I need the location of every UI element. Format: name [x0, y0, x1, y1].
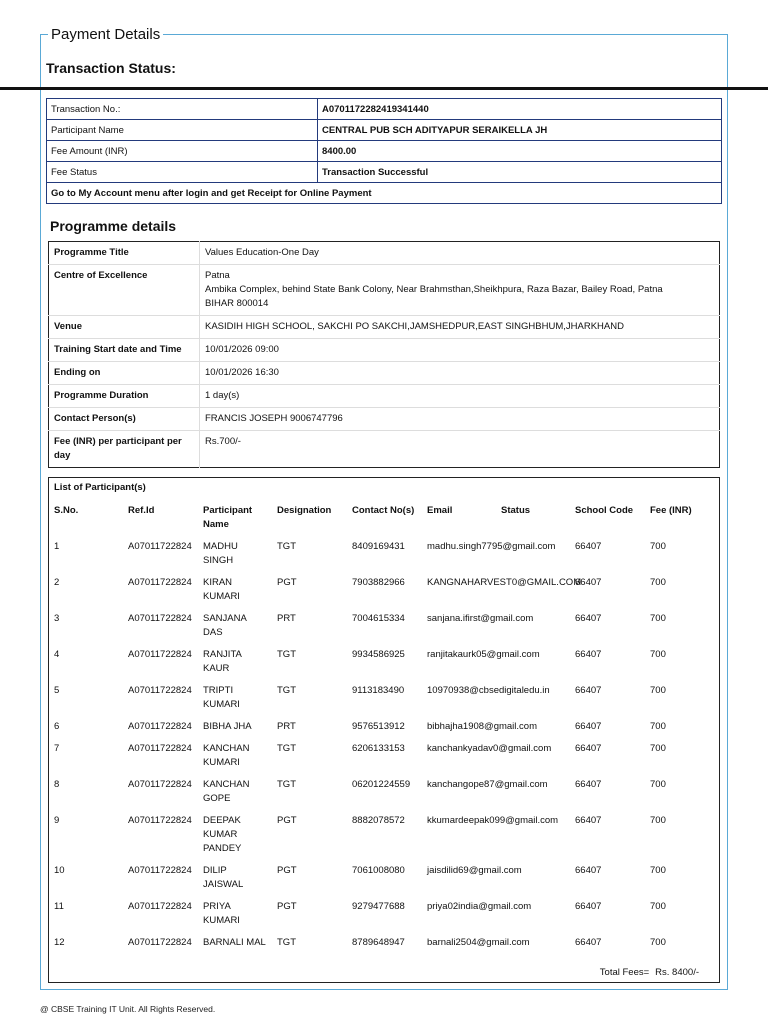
participant-designation: TGT [277, 937, 296, 948]
participants-table [49, 500, 719, 968]
centre-city: Patna [205, 270, 230, 281]
col-school: School Code [575, 505, 634, 516]
participant-sno: 2 [54, 577, 60, 588]
transaction-table [46, 98, 722, 204]
participants-header-row [49, 500, 719, 536]
start-value: 10/01/2026 09:00 [200, 339, 720, 362]
participant-fee: 700 [650, 815, 666, 826]
participant-school-code: 66407 [575, 541, 602, 552]
participant-row [49, 608, 719, 644]
participant-row [49, 860, 719, 896]
participant-contact: 7004615334 [352, 613, 405, 624]
duration-value: 1 day(s) [200, 385, 720, 408]
participant-ref-id: A07011722824 [128, 865, 192, 876]
participant-email: madhu.singh7795@gmail.com [427, 541, 556, 552]
participant-school-code: 66407 [575, 649, 602, 660]
participant-email: KANGNAHARVEST0@GMAIL.COM [427, 577, 582, 588]
end-label: Ending on [49, 362, 200, 385]
programme-row [49, 385, 720, 408]
participant-name: TRIPTI KUMARI [203, 685, 240, 710]
participant-email: kkumardeepak099@gmail.com [427, 815, 559, 826]
col-email: Email [427, 505, 453, 516]
participant-contact: 8789648947 [352, 937, 405, 948]
participant-sno: 9 [54, 815, 60, 826]
transaction-no-label: Transaction No.: [47, 99, 318, 120]
participant-sno: 12 [54, 937, 65, 948]
participant-email: ranjitakaurk05@gmail.com [427, 649, 540, 660]
participant-contact: 9113183490 [352, 685, 405, 696]
participant-name-value: CENTRAL PUB SCH ADITYAPUR SERAIKELLA JH [318, 120, 722, 141]
col-contact: Contact No(s) [352, 505, 415, 516]
start-label: Training Start date and Time [49, 339, 200, 362]
participant-contact: 9279477688 [352, 901, 405, 912]
programme-row [49, 339, 720, 362]
participant-name: BIBHA JHA [203, 721, 252, 732]
transaction-no-value: A0701172282419341440 [318, 99, 722, 120]
total-fees-label: Total Fees= [599, 967, 650, 978]
participant-ref-id: A07011722824 [128, 815, 192, 826]
participant-designation: PGT [277, 901, 297, 912]
participant-ref-id: A07011722824 [128, 541, 192, 552]
participant-fee: 700 [650, 685, 666, 696]
participant-fee: 700 [650, 577, 666, 588]
participant-sno: 6 [54, 721, 60, 732]
fee-amount-value: 8400.00 [318, 141, 722, 162]
participant-name: RANJITA KAUR [203, 649, 242, 674]
col-designation: Designation [277, 505, 332, 516]
transaction-row [47, 162, 722, 183]
participant-name-label: Participant Name [47, 120, 318, 141]
participant-ref-id: A07011722824 [128, 937, 192, 948]
participant-sno: 7 [54, 743, 60, 754]
contact-value: FRANCIS JOSEPH 9006747796 [200, 408, 720, 431]
participant-name: PRIYA KUMARI [203, 901, 240, 926]
col-name: Participant Name [203, 505, 253, 530]
programme-title-label: Programme Title [49, 242, 200, 265]
participant-email: jaisdilid69@gmail.com [427, 865, 522, 876]
col-sno: S.No. [54, 505, 79, 516]
participant-row [49, 896, 719, 932]
participant-ref-id: A07011722824 [128, 685, 192, 696]
participant-email: kanchangope87@gmail.com [427, 779, 548, 790]
participant-designation: TGT [277, 743, 296, 754]
participant-contact: 6206133153 [352, 743, 405, 754]
participant-name: DEEPAK KUMAR PANDEY [203, 815, 242, 854]
duration-label: Programme Duration [49, 385, 200, 408]
participant-email: priya02india@gmail.com [427, 901, 532, 912]
participant-school-code: 66407 [575, 685, 602, 696]
centre-state: BIHAR 800014 [205, 298, 269, 309]
participant-sno: 10 [54, 865, 65, 876]
fee-status-value: Transaction Successful [318, 162, 722, 183]
transaction-note-row [47, 183, 722, 204]
participant-sno: 1 [54, 541, 60, 552]
programme-row [49, 362, 720, 385]
participant-contact: 9934586925 [352, 649, 405, 660]
participant-email: barnali2504@gmail.com [427, 937, 530, 948]
end-value: 10/01/2026 16:30 [200, 362, 720, 385]
participant-designation: PRT [277, 613, 296, 624]
participant-contact: 8882078572 [352, 815, 405, 826]
participant-row [49, 680, 719, 716]
centre-value [200, 265, 720, 316]
participant-email: bibhajha1908@gmail.com [427, 721, 537, 732]
programme-row [49, 408, 720, 431]
participant-fee: 700 [650, 865, 666, 876]
participant-school-code: 66407 [575, 815, 602, 826]
participant-designation: TGT [277, 649, 296, 660]
participant-row [49, 738, 719, 774]
participant-designation: PGT [277, 865, 297, 876]
transaction-row [47, 99, 722, 120]
participant-fee: 700 [650, 721, 666, 732]
participant-ref-id: A07011722824 [128, 779, 192, 790]
participant-row [49, 716, 719, 738]
participant-school-code: 66407 [575, 901, 602, 912]
centre-label: Centre of Excellence [49, 265, 200, 316]
col-status: Status [501, 505, 531, 516]
heading-divider [0, 87, 768, 90]
participant-designation: PGT [277, 577, 297, 588]
participant-fee: 700 [650, 613, 666, 624]
participant-name: MADHU SINGH [203, 541, 238, 566]
participant-sno: 5 [54, 685, 60, 696]
participant-school-code: 66407 [575, 613, 602, 624]
participant-school-code: 66407 [575, 743, 602, 754]
programme-row [49, 431, 720, 468]
venue-value: KASIDIH HIGH SCHOOL, SAKCHI PO SAKCHI,JAMSHEDPUR,EAST SINGHBHUM,JHARKHAND [200, 316, 720, 339]
fee-amount-label: Fee Amount (INR) [47, 141, 318, 162]
participant-contact: 7061008080 [352, 865, 405, 876]
participant-ref-id: A07011722824 [128, 613, 192, 624]
programme-row [49, 242, 720, 265]
participant-designation: TGT [277, 779, 296, 790]
participant-fee: 700 [650, 937, 666, 948]
participant-row [49, 572, 719, 608]
participant-sno: 8 [54, 779, 60, 790]
participant-sno: 4 [54, 649, 60, 660]
participant-school-code: 66407 [575, 937, 602, 948]
participant-contact: 9576513912 [352, 721, 405, 732]
participant-ref-id: A07011722824 [128, 577, 192, 588]
participants-title: List of Participant(s) [54, 482, 146, 493]
total-fees [594, 967, 699, 978]
transaction-row [47, 141, 722, 162]
participant-name: DILIP JAISWAL [203, 865, 244, 890]
section-legend: Payment Details [48, 26, 163, 43]
participant-fee: 700 [650, 743, 666, 754]
participant-contact: 7903882966 [352, 577, 405, 588]
participant-school-code: 66407 [575, 779, 602, 790]
fee-status-label: Fee Status [47, 162, 318, 183]
programme-title-value: Values Education-One Day [200, 242, 720, 265]
programme-details-heading: Programme details [50, 218, 177, 234]
participant-designation: PGT [277, 815, 297, 826]
participant-fee: 700 [650, 901, 666, 912]
participant-ref-id: A07011722824 [128, 649, 192, 660]
participant-contact: 8409169431 [352, 541, 405, 552]
participant-fee: 700 [650, 779, 666, 790]
participant-name: SANJANA DAS [203, 613, 247, 638]
participant-school-code: 66407 [575, 577, 602, 588]
participant-school-code: 66407 [575, 865, 602, 876]
participant-row [49, 774, 719, 810]
receipt-note: Go to My Account menu after login and get Receipt for Online Payment [47, 183, 722, 204]
centre-address: Ambika Complex, behind State Bank Colony, Near Brahmsthan,Sheikhpura, Raza Bazar, Bailey Road, Patna [205, 284, 663, 295]
participant-name: KANCHAN KUMARI [203, 743, 250, 768]
participant-name: KIRAN KUMARI [203, 577, 240, 602]
participant-designation: TGT [277, 685, 296, 696]
participant-row [49, 536, 719, 572]
participant-ref-id: A07011722824 [128, 901, 192, 912]
participant-school-code: 66407 [575, 721, 602, 732]
participant-fee: 700 [650, 649, 666, 660]
participant-designation: PRT [277, 721, 296, 732]
participant-email: sanjana.ifirst@gmail.com [427, 613, 534, 624]
programme-row [49, 316, 720, 339]
col-ref: Ref.Id [128, 505, 155, 516]
total-fees-value: Rs. 8400/- [655, 967, 699, 978]
participant-email: kanchankyadav0@gmail.com [427, 743, 552, 754]
fee-label: Fee (INR) per participant per day [49, 431, 200, 468]
participant-row [49, 932, 719, 968]
participant-ref-id: A07011722824 [128, 743, 192, 754]
programme-table [48, 241, 720, 468]
participant-designation: TGT [277, 541, 296, 552]
participant-ref-id: A07011722824 [128, 721, 192, 732]
participant-row [49, 810, 719, 860]
participants-panel [48, 477, 720, 983]
contact-label: Contact Person(s) [49, 408, 200, 431]
footer-copyright: @ CBSE Training IT Unit. All Rights Reserved. [40, 1004, 216, 1014]
participant-sno: 11 [54, 901, 64, 912]
fee-value: Rs.700/- [205, 436, 241, 447]
participant-email: 10970938@cbsedigitaledu.in [427, 685, 550, 696]
transaction-status-heading: Transaction Status: [46, 60, 176, 76]
transaction-row [47, 120, 722, 141]
participant-fee: 700 [650, 541, 666, 552]
programme-row [49, 265, 720, 316]
col-fee: Fee (INR) [650, 505, 692, 516]
venue-label: Venue [49, 316, 200, 339]
participant-name: BARNALI MAL [203, 937, 266, 948]
participant-sno: 3 [54, 613, 60, 624]
participant-row [49, 644, 719, 680]
participant-name: KANCHAN GOPE [203, 779, 250, 804]
participant-contact: 06201224559 [352, 779, 411, 790]
